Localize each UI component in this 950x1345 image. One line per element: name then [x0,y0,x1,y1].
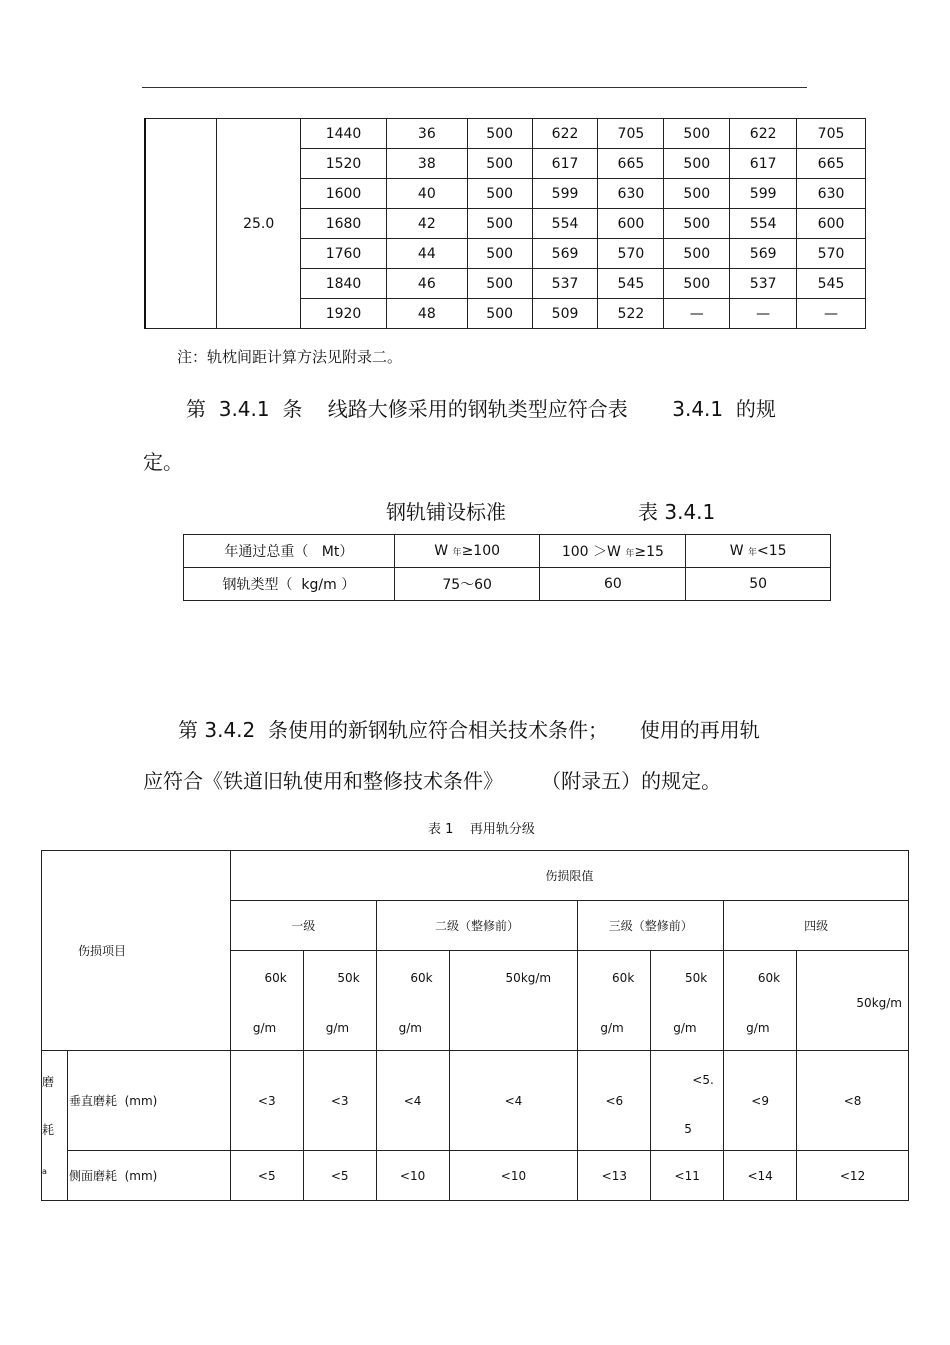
unit-header-cell [797,951,909,1051]
unit-bottom: g/m [252,1021,277,1035]
unit-top: 50kg/m [856,996,902,1010]
rail-standard-table [183,534,831,601]
row-label: 垂直磨耗 (mm) [67,1051,230,1151]
value-cell: 500 [467,209,532,239]
unit-header-cell [724,951,797,1051]
clause-3-4-1-line2: 定。 [143,450,183,474]
unit-header-cell [449,951,578,1051]
unit-top: 50k [684,971,708,985]
grade-header: 二级（整修前） [376,901,578,951]
gauge-cell: 1680 [301,209,387,239]
value-cell: 500 [664,269,730,299]
rail-type-cell: 60 [540,568,686,601]
value-cell: 500 [664,179,730,209]
value-cell: <8 [797,1051,909,1151]
value-cell: 38 [386,149,467,179]
value-cell: 545 [598,269,664,299]
gauge-cell: 1840 [301,269,387,299]
gauge-cell: 1440 [301,119,387,149]
sleeper-spacing-table [144,118,866,329]
value-cell: 500 [664,149,730,179]
value-cell: 537 [532,269,598,299]
unit-top: 60k [612,971,635,985]
unit-top: 60k [264,971,287,985]
value-cell: 42 [386,209,467,239]
wear-group-label: 磨 耗 a [42,1051,68,1201]
value-cell: 500 [467,119,532,149]
value-cell: <13 [578,1151,651,1201]
row-label-tonnage: 年通过总重（ Mt） [184,535,395,568]
unit-top: 50kg/m [505,971,552,985]
grade-header: 四级 [724,901,909,951]
value-cell: <5 [230,1151,303,1201]
value-cell: <14 [724,1151,797,1201]
value-cell: 500 [664,119,730,149]
value-cell: 622 [730,119,797,149]
value-cell: <11 [651,1151,724,1201]
unit-header-cell [303,951,376,1051]
value-cell: 500 [467,149,532,179]
limit-header: 伤损限值 [230,851,908,901]
gauge-cell: 1760 [301,239,387,269]
value-cell: <10 [376,1151,449,1201]
group-value-cell: 25.0 [217,119,301,329]
unit-bottom: g/m [398,1021,422,1035]
value-cell: — [797,299,866,329]
value-cell: 570 [797,239,866,269]
unit-top: 60k [757,971,781,985]
clause-3-4-2-line1: 第 3.4.2 条使用的新钢轨应符合相关技术条件； 使用的再用轨 [178,718,760,742]
value-cell: 500 [467,269,532,299]
value-cell: 599 [532,179,598,209]
unit-top: 50k [337,971,360,985]
tonnage-cell: W 年≥100 [394,535,540,568]
value-cell: 554 [730,209,797,239]
value-cell-split: <5. 5 [651,1051,724,1151]
empty-group-cell [145,119,217,329]
value-cell: 705 [598,119,664,149]
unit-bottom: g/m [325,1021,350,1035]
value-cell: 36 [386,119,467,149]
value-cell: <12 [797,1151,909,1201]
value-cell: 617 [532,149,598,179]
table-3-4-1-caption: 钢轨铺设标准 [386,500,506,524]
value-cell: 44 [386,239,467,269]
unit-header-cell [376,951,449,1051]
row-label: 侧面磨耗 (mm) [67,1151,230,1201]
value-cell: 537 [730,269,797,299]
value-cell: 40 [386,179,467,209]
unit-header-cell [578,951,651,1051]
value-cell: <6 [578,1051,651,1151]
value-cell: 600 [598,209,664,239]
value-cell: 665 [797,149,866,179]
value-cell: 569 [532,239,598,269]
unit-header-cell [230,951,303,1051]
value-cell: 509 [532,299,598,329]
rail-type-cell: 75～60 [394,568,540,601]
reused-rail-grading-table [41,850,909,1201]
table-1-caption: 表 1 再用轨分级 [428,822,535,837]
value-cell: <9 [724,1051,797,1151]
value-cell: 48 [386,299,467,329]
value-cell: 630 [598,179,664,209]
value-cell: 500 [664,209,730,239]
value-cell: — [730,299,797,329]
unit-bottom: g/m [673,1021,697,1035]
value-cell: 500 [467,299,532,329]
value-cell: 630 [797,179,866,209]
gauge-cell: 1520 [301,149,387,179]
value-cell: — [664,299,730,329]
value-cell: 665 [598,149,664,179]
gauge-cell: 1600 [301,179,387,209]
unit-header-cell [651,951,724,1051]
value-cell: 522 [598,299,664,329]
gauge-cell: 1920 [301,299,387,329]
value-cell: 554 [532,209,598,239]
value-cell: 500 [664,239,730,269]
value-cell: 570 [598,239,664,269]
value-cell: 569 [730,239,797,269]
value-cell: <3 [303,1051,376,1151]
value-cell: 46 [386,269,467,299]
unit-top: 60k [410,971,433,985]
value-cell: 622 [532,119,598,149]
clause-3-4-2-line2: 应符合《铁道旧轨使用和整修技术条件》 （附录五）的规定。 [143,769,722,793]
value-cell: 600 [797,209,866,239]
grade-header: 三级（整修前） [578,901,724,951]
value-cell: 500 [467,179,532,209]
grade-header: 一级 [230,901,376,951]
unit-bottom: g/m [746,1021,770,1035]
value-cell: <10 [449,1151,578,1201]
table-note: 注：轨枕间距计算方法见附录二。 [177,348,403,366]
value-cell: 599 [730,179,797,209]
header-rule [142,87,807,88]
value-cell: 545 [797,269,866,299]
row-label-rail-type: 钢轨类型（ kg/m ） [184,568,395,601]
value-cell: <4 [449,1051,578,1151]
tonnage-cell: W 年<15 [686,535,831,568]
value-cell: <4 [376,1051,449,1151]
value-cell: 617 [730,149,797,179]
clause-3-4-1-line1: 第 3.4.1 条 线路大修采用的钢轨类型应符合表 3.4.1 的规 [186,397,776,421]
value-cell: <5 [303,1151,376,1201]
tonnage-cell: 100 ＞W 年≥15 [540,535,686,568]
value-cell: 500 [467,239,532,269]
unit-bottom: g/m [600,1021,624,1035]
rail-type-cell: 50 [686,568,831,601]
value-cell: 705 [797,119,866,149]
table-3-4-1-number: 表 3.4.1 [638,500,716,524]
item-header: 伤损项目 [42,851,231,1051]
value-cell: <3 [230,1051,303,1151]
